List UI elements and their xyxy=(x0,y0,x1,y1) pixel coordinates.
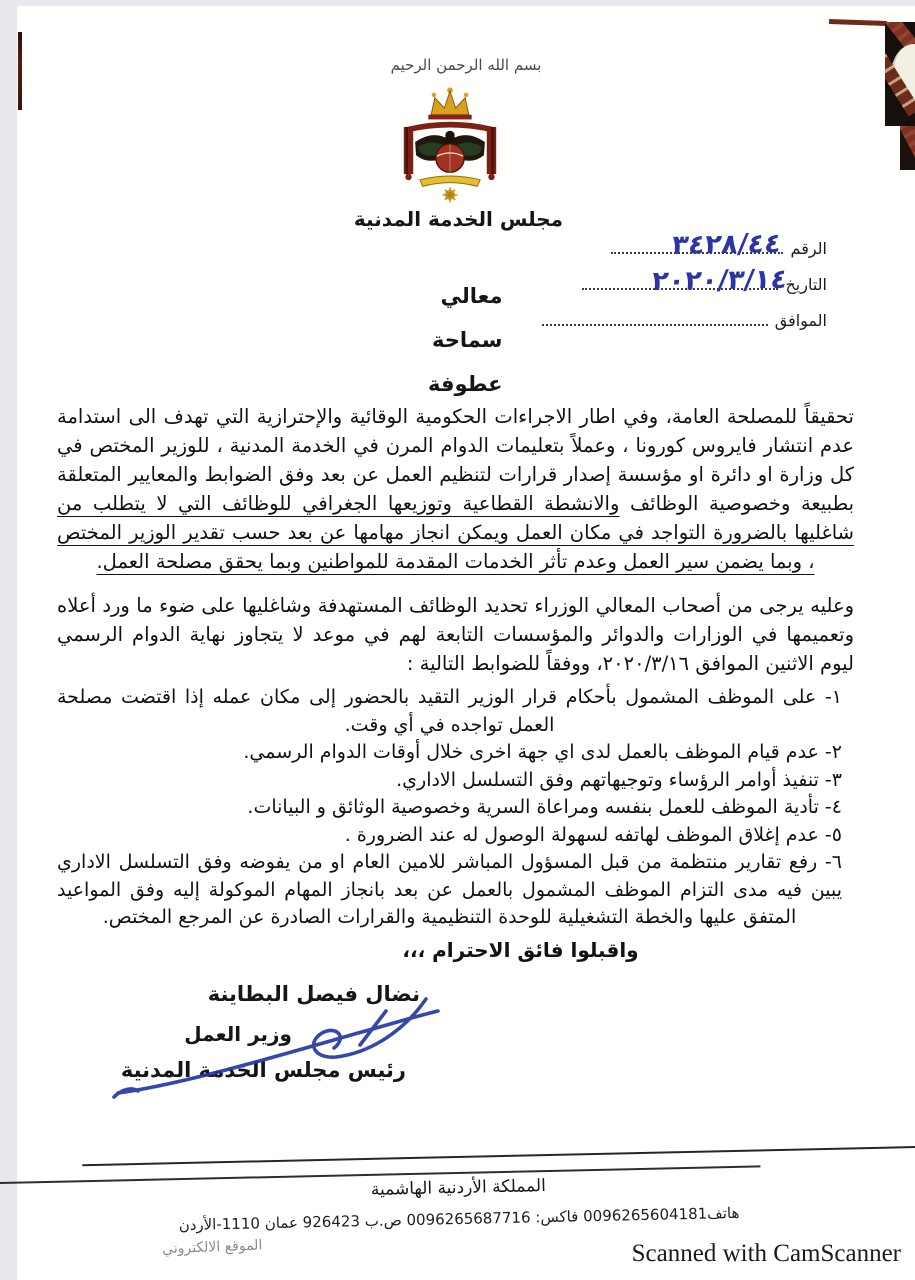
reference-block xyxy=(527,228,827,346)
ribbon xyxy=(420,176,480,186)
bismillah-calligraphy: بسم الله الرحمن الرحيم xyxy=(390,56,542,74)
item-number: ٢- xyxy=(824,741,842,763)
paragraph-2: وعليه يرجى من أصحاب المعالي الوزراء تحديد الوظائف المستهدفة وشاغليها على ضوء ما ورد أعلاه وتعميمها في الوزارات والدوائر والمؤسسات التابعة لهم في موعد لا يتجاوز نهاية الدوام الرسمي ليوم الاثنين الموافق ٢٠٢٠/٣/١٦، ووفقاً للضوابط التالية : xyxy=(57,594,854,675)
notebook-corner-lower xyxy=(900,126,915,170)
signer-title-minister: وزير العمل xyxy=(184,1022,292,1046)
list-item xyxy=(57,684,854,739)
list-item xyxy=(57,794,854,822)
ref-date-handwritten: ٢٠٢٠/٣/١٤ xyxy=(650,263,789,298)
paragraph-1 xyxy=(57,402,854,576)
star-medal xyxy=(442,187,457,202)
notebook-spine-band-lower xyxy=(900,126,915,165)
item-text: عدم إغلاق الموظف لهاتفه لسهولة الوصول له عند الضرورة . xyxy=(344,823,819,846)
crown-icon xyxy=(428,87,471,119)
signer-name: نضال فيصل البطاينة xyxy=(207,982,420,1006)
item-number: ٥- xyxy=(824,823,842,846)
ref-date-row xyxy=(527,263,827,310)
signer-title-council-head: رئيس مجلس الخدمة المدنية xyxy=(120,1058,406,1082)
item-text: على الموظف المشمول بأحكام قرار الوزير التقيد بالحضور إلى مكان عمله إذا اقتضت مصلحة العمل تواجده في أي وقت. xyxy=(57,686,817,736)
ref-number-handwritten: ٣٤٢٨/٤٤ xyxy=(670,228,783,261)
list-item xyxy=(57,849,854,932)
item-text: عدم قيام الموظف بالعمل لدى اي جهة اخرى خلال أوقات الدوام الرسمي. xyxy=(243,741,819,763)
list-item xyxy=(57,739,854,767)
kingdom-name: المملكة الأردنية الهاشمية xyxy=(370,1176,547,1200)
item-text: تأدية الموظف للعمل بنفسه ومراعاة السرية وخصوصية الوثائق و البيانات. xyxy=(247,796,819,818)
letter-body xyxy=(57,402,854,965)
contact-line-partial: الموقع الالكتروني xyxy=(161,1237,263,1258)
jordan-coat-of-arms-icon xyxy=(0,82,900,208)
salutation-maali: معالي xyxy=(440,284,503,308)
ref-date-label: التاريخ xyxy=(785,275,827,294)
item-text: تنفيذ أوامر الرؤساء وتوجيهاتهم وفق التسلسل الاداري. xyxy=(396,768,819,791)
item-number: ٦- xyxy=(824,851,842,873)
item-number: ١- xyxy=(824,686,843,708)
salutations xyxy=(428,283,502,415)
ref-number-label: الرقم xyxy=(790,239,827,258)
list-item xyxy=(57,822,854,850)
contact-line: هاتف0096265604181 فاكس: 0096265687716 ص.ب 926423 عمان 1110-الأردن xyxy=(178,1203,740,1235)
camscanner-watermark: Scanned with CamScanner xyxy=(631,1240,901,1267)
scan-corner-artifact xyxy=(883,20,915,170)
dotted-line xyxy=(542,310,768,326)
clauses-list xyxy=(57,684,854,932)
ref-corresponding-row xyxy=(527,310,827,346)
salutation-samaha: سماحة xyxy=(431,328,503,352)
item-number: ٣- xyxy=(824,768,842,791)
paragraph-1-underlined-text: والانشطة القطاعية وتوزيعها الجغرافي للوظائف التي لا يتطلب من شاغليها بالضرورة التواجد في مكان العمل ويمكن انجاز مهامها عن بعد حسب تقدير الوزير المختص ، وبما يضمن سير العمل وعدم تأثر الخدمات المقدمة للمواطنين وبما يحقق مصلحة العمل. xyxy=(57,492,854,573)
notebook-corner-dark xyxy=(885,22,915,126)
salutation-atoufa: عطوفة xyxy=(428,372,503,396)
paragraph-1-text: تحقيقاً للمصلحة العامة، وفي اطار الاجراءات الحكومية الوقائية والإحترازية التي تهدف الى استدامة عدم انتشار فايروس كورونا ، وعملاً بتعليمات الدوام المرن في الخدمة المدنية ، للوزير المختص في كل وزارة او دائرة او مؤسسة إصدار قرارات لتنظيم العمل عن بعد وفق الضوابط والمعايير المتعلقة بطبيعة وخصوصية الوظائف xyxy=(57,405,854,515)
list-item xyxy=(57,767,854,795)
item-number: ٤- xyxy=(824,796,842,818)
item-text: رفع تقارير منتظمة من قبل المسؤول المباشر للامين العام او من يفوضه وفق التسلسل الاداري يبين فيه مدى التزام الموظف المشمول بالعمل عن بعد بانجاز المهام الموكولة إليه وفق المواعيد المتفق عليها والخطة التشغيلية للوحدة التنظيمية والقرارات الصادرة عن المرجع المختص. xyxy=(57,851,842,928)
signature-block xyxy=(115,982,420,1082)
globe xyxy=(436,144,464,172)
ref-corresponding-label: الموافق xyxy=(774,311,827,330)
org-name: مجلس الخدمة المدنية xyxy=(353,207,564,231)
closing-salutation: واقبلوا فائق الاحترام ،،، xyxy=(402,937,639,962)
